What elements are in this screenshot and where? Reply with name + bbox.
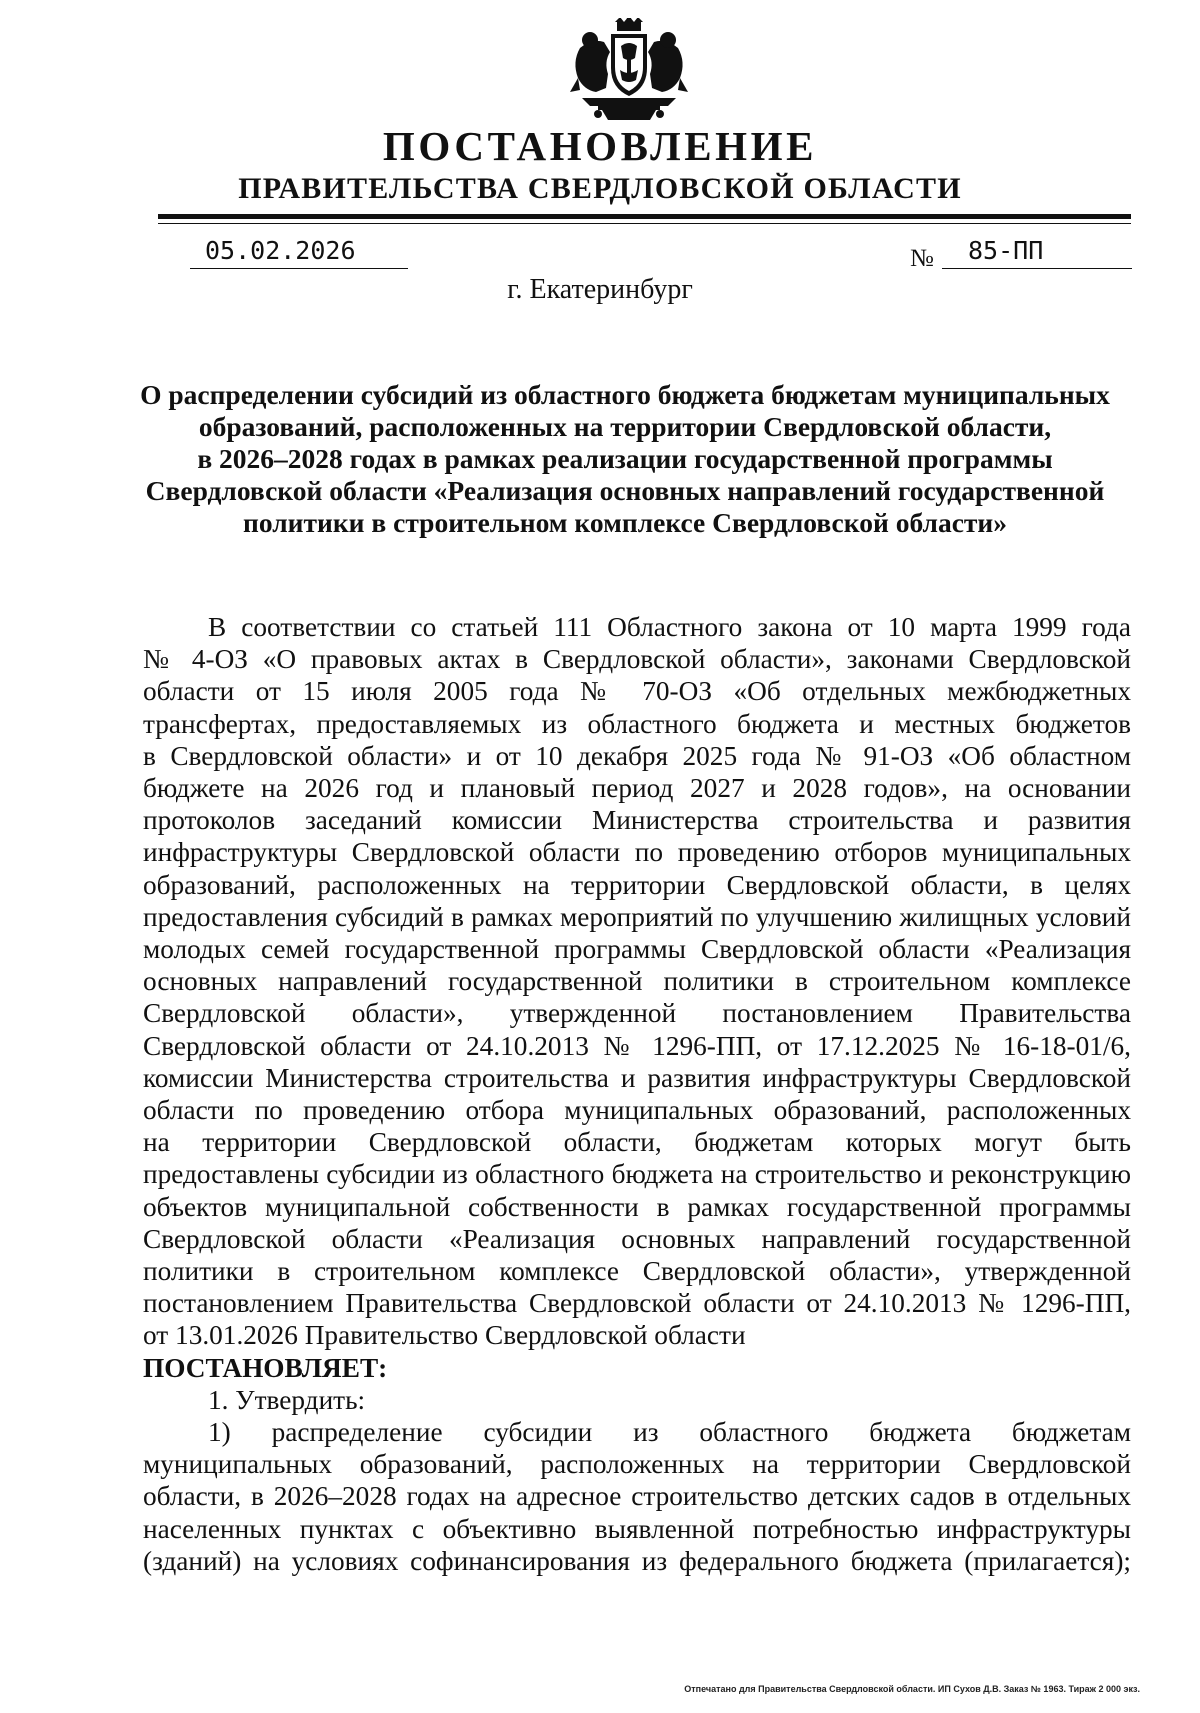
number-underline [942, 268, 1132, 269]
body-line: Свердловской области от 24.10.2013 № 1296-ПП, от 17.12.2025 № 16-18-01/6, [143, 1030, 1131, 1061]
document-heading [125, 379, 1125, 539]
body-line: бюджете на 2026 год и плановый период 2027 и 2028 годов», на основании [143, 773, 1131, 804]
number-label: № [910, 245, 934, 272]
body-line: 1) распределение субсидии из областного бюджета бюджетам [208, 1417, 1131, 1448]
resolves-heading: ПОСТАНОВЛЯЕТ: [143, 1352, 388, 1383]
issuer-title: ПРАВИТЕЛЬСТВА СВЕРДЛОВСКОЙ ОБЛАСТИ [238, 172, 962, 205]
body-line: постановлением Правительства Свердловской области от 24.10.2013 № 1296-ПП, [143, 1288, 1131, 1319]
print-imprint: Отпечатано для Правительства Свердловской области. ИП Сухов Д.В. Заказ № 1963. Тираж 2 000 экз. [684, 1684, 1140, 1694]
body-line: основных направлений государственной политики в строительном комплексе [143, 966, 1131, 997]
header-rule-thin [158, 223, 1131, 224]
body-line: политики в строительном комплексе Свердловской области», утвержденной [143, 1256, 1131, 1287]
body-line: молодых семей государственной программы Свердловской области «Реализация [143, 934, 1131, 965]
body-line: трансфертах, предоставляемых из областного бюджета и местных бюджетов [143, 708, 1131, 739]
body-line: Свердловской области «Реализация основных направлений государственной [143, 1223, 1131, 1254]
body-line: предоставлены субсидии из областного бюджета на строительство и реконструкцию [143, 1159, 1131, 1190]
body-line: населенных пунктах с объективно выявленной потребностью инфраструктуры [143, 1513, 1131, 1544]
body-line: 1. Утвердить: [208, 1384, 366, 1415]
body-line: от 13.01.2026 Правительство Свердловской области [143, 1320, 746, 1351]
body-line: области, в 2026–2028 годах на адресное строительство детских садов в отдельных [143, 1481, 1131, 1512]
city-name: г. Екатеринбург [507, 274, 693, 305]
heading-line: О распределении субсидий из областного бюджета бюджетам муниципальных [140, 379, 1110, 410]
heading-line: образований, расположенных на территории Свердловской области, [198, 411, 1052, 442]
body-line: комиссии Министерства строительства и развития инфраструктуры Свердловской [143, 1062, 1131, 1093]
document-body [143, 611, 1131, 1577]
document-date: 05.02.2026 [205, 236, 356, 265]
document-type-title: ПОСТАНОВЛЕНИЕ [382, 123, 818, 169]
heading-line: в 2026–2028 годах в рамках реализации государственной программы [197, 443, 1053, 474]
coat-of-arms-emblem [568, 18, 690, 122]
body-line: образований, расположенных на территории Свердловской области, в целях [143, 869, 1131, 900]
date-underline [190, 268, 408, 269]
body-line: на территории Свердловской области, бюджетам которых могут быть [143, 1127, 1131, 1158]
body-line: Свердловской области», утвержденной постановлением Правительства [143, 998, 1131, 1029]
body-line: области от 15 июля 2005 года № 70-ОЗ «Об отдельных межбюджетных [143, 676, 1131, 707]
body-line: инфраструктуры Свердловской области по проведению отборов муниципальных [143, 837, 1131, 868]
body-line: предоставления субсидий в рамках мероприятий по улучшению жилищных условий [143, 901, 1131, 932]
body-line: муниципальных образований, расположенных на территории Свердловской [143, 1449, 1131, 1480]
body-line: протоколов заседаний комиссии Министерства строительства и развития [143, 805, 1131, 836]
body-line: объектов муниципальной собственности в рамках государственной программы [143, 1191, 1131, 1222]
heading-line: политики в строительном комплексе Свердловской области» [242, 507, 1008, 538]
body-line: в Свердловской области» и от 10 декабря 2025 года № 91-ОЗ «Об областном [143, 740, 1131, 771]
body-line: области по проведению отбора муниципальных образований, расположенных [143, 1095, 1131, 1126]
heading-line: Свердловской области «Реализация основных направлений государственной [145, 475, 1105, 506]
header-rule-thick [158, 214, 1131, 219]
document-number: 85-ПП [968, 236, 1044, 265]
body-line: В соответствии со статьей 111 Областного закона от 10 марта 1999 года [208, 612, 1131, 642]
body-line: № 4-ОЗ «О правовых актах в Свердловской области», законами Свердловской [143, 644, 1131, 675]
body-line: (зданий) на условиях софинансирования из федерального бюджета (прилагается); [143, 1545, 1131, 1576]
